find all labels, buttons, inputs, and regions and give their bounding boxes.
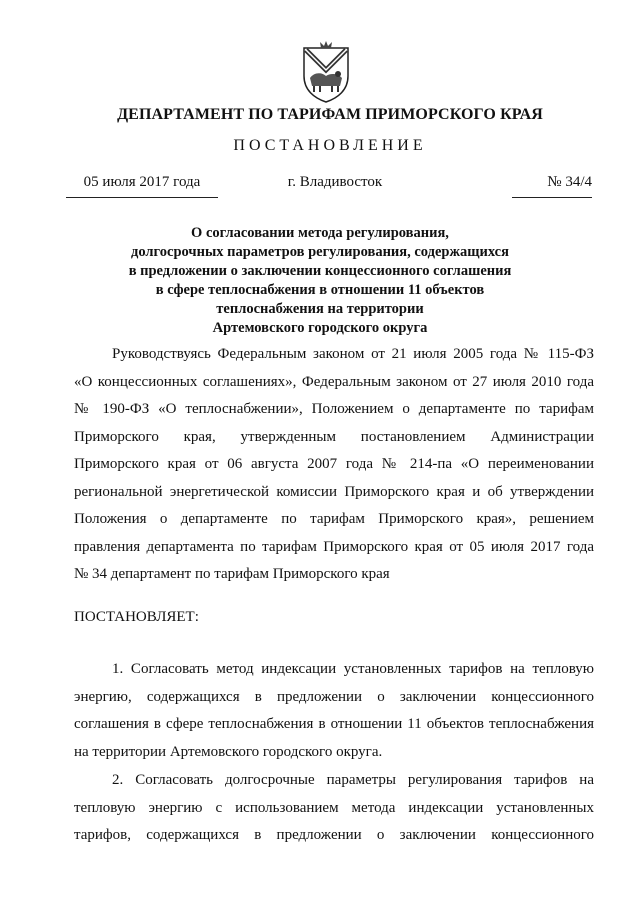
text-line: на территории Артемовского городского округа. (74, 743, 383, 760)
document-number: № 34/4 (512, 174, 592, 198)
text-line: Положения о департаменте по тарифам Приморского края», решением (74, 511, 594, 527)
preamble-paragraph (74, 341, 594, 589)
text-line: региональной энергетической комиссии Приморского края и об утверждении (74, 483, 594, 500)
text-line: правления департамента по тарифам Приморского края от 05 июля 2017 года (74, 538, 594, 555)
document-city: г. Владивосток (287, 174, 383, 190)
subject-line: в сфере теплоснабжения в отношении 11 объектов (155, 282, 485, 298)
text-line: тарифов, содержащихся в предложении о заключении концессионного (74, 827, 594, 843)
text-line: энергию, содержащихся в предложении о заключении концессионного (74, 688, 594, 705)
text-line: № 190-ФЗ «О теплоснабжении», Положением о департаменте по тарифам (74, 401, 594, 417)
subject-line: долгосрочных параметров регулирования, содержащихся (131, 244, 509, 260)
resolves-heading: ПОСТАНОВЛЯЕТ: (74, 609, 199, 625)
document-date: 05 июля 2017 года (66, 174, 218, 198)
subject-line: Артемовского городского округа (212, 320, 428, 336)
subject-line: О согласовании метода регулирования, (191, 225, 449, 241)
coat-of-arms-icon (300, 40, 352, 104)
text-line: «О концессионных соглашениях», Федеральным законом от 27 июля 2010 года (74, 373, 594, 390)
text-line: соглашения в сфере теплоснабжения в отношении 11 объектов теплоснабжения (74, 716, 594, 732)
document-subject (100, 224, 540, 338)
text-line: Руководствуясь Федеральным законом от 21 июля 2005 года № 115-ФЗ (112, 346, 594, 362)
subject-line: теплоснабжения на территории (216, 301, 424, 317)
document-type: ПОСТАНОВЛЕНИЕ (233, 137, 427, 154)
document-meta (0, 174, 640, 204)
item-1-paragraph (74, 656, 594, 766)
department-title: ДЕПАРТАМЕНТ ПО ТАРИФАМ ПРИМОРСКОГО КРАЯ (117, 106, 543, 123)
text-line: Приморского края от 06 августа 2007 года № 214-па «О переименовании (74, 456, 594, 472)
text-line: 2. Согласовать долгосрочные параметры регулирования тарифов на (112, 772, 594, 788)
subject-line: в предложении о заключении концессионного соглашения (128, 263, 512, 279)
text-line: тепловую энергию с использованием метода индексации установленных (74, 799, 594, 816)
item-2-paragraph (74, 767, 594, 850)
text-line: 1. Согласовать метод индексации установленных тарифов на тепловую (112, 661, 594, 677)
text-line: № 34 департамент по тарифам Приморского края (74, 566, 390, 582)
text-line: Приморского края, утвержденным постановлением Администрации (74, 428, 594, 445)
